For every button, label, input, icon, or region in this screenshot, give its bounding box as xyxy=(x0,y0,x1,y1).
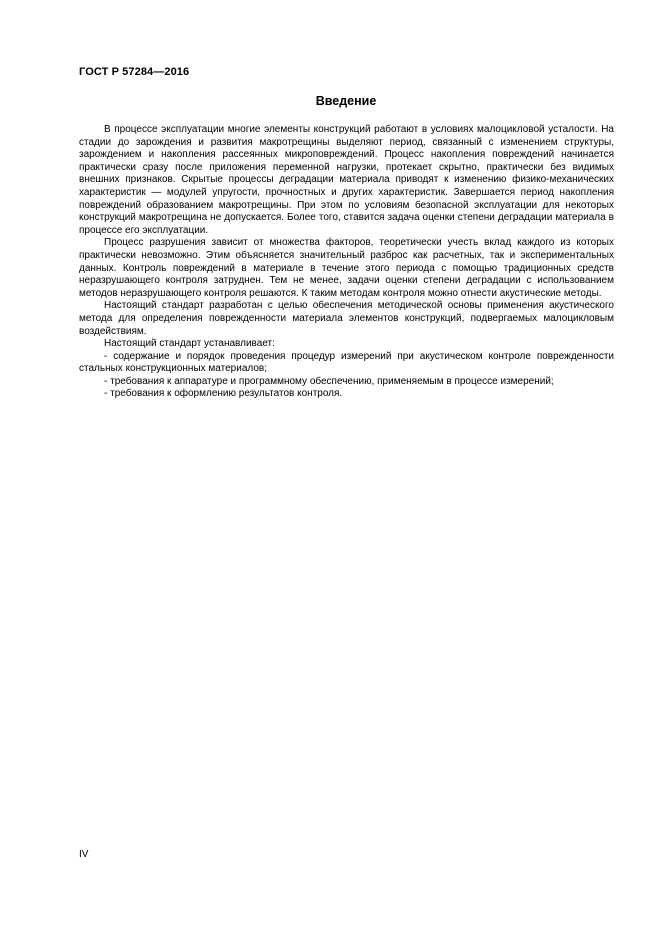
paragraph: В процессе эксплуатации многие элементы конструкций работают в условиях малоцикловой усталости. На стадии до зарождения и развития макротрещины выделяют период, связанный с изменением структуры, зарождением и накопления рассеянных микроповреждений. Процесс накопления повреждений начинается практически сразу после приложения переменной нагрузки, протекает скрытно, практически без видимых внешних признаков. Скрытые процессы деградации материала приводят к изменению физико-механических характеристик — модулей упругости, прочностных и других характеристик. Завершается период накопления повреждений образованием макротрещины. При этом по условиям безопасной эксплуатации для некоторых конструкций макротрещина не допускается. Более того, ставится задача оценки степени деградации материала в процессе его эксплуатации. xyxy=(79,124,614,236)
paragraph: Процесс разрушения зависит от множества факторов, теоретически учесть вклад каждого из которых практически невозможно. Этим объясняется значительный разброс как расчетных, так и экспериментальных данных. Контроль повреждений в материале в течение этого периода с помощью традиционных средств неразрушающего контроля затруднен. Тем не менее, задачи оценки степени деградации с использованием методов неразрушающего контроля решаются. К таким методам контроля можно отнести акустические методы. xyxy=(79,237,614,299)
section-title: Введение xyxy=(315,94,377,108)
paragraph: Настоящий стандарт устанавливает: xyxy=(104,338,275,350)
paragraph: Настоящий стандарт разработан с целью обеспечения методической основы применения акустического метода для определения поврежденности материала элементов конструкций, подвергаемых малоцикловым воздействиям. xyxy=(79,300,614,337)
document-header: ГОСТ Р 57284—2016 xyxy=(79,66,190,78)
document-body xyxy=(79,124,614,401)
page-number: IV xyxy=(79,849,89,860)
list-item: - требования к аппаратуре и программному обеспечению, применяемым в процессе измерений; xyxy=(104,375,554,387)
list-item: - требования к оформлению результатов контроля. xyxy=(104,388,343,400)
list-item: - содержание и порядок проведения процедур измерений при акустическом контроле поврежденности стальных конструкционных материалов; xyxy=(79,350,614,375)
